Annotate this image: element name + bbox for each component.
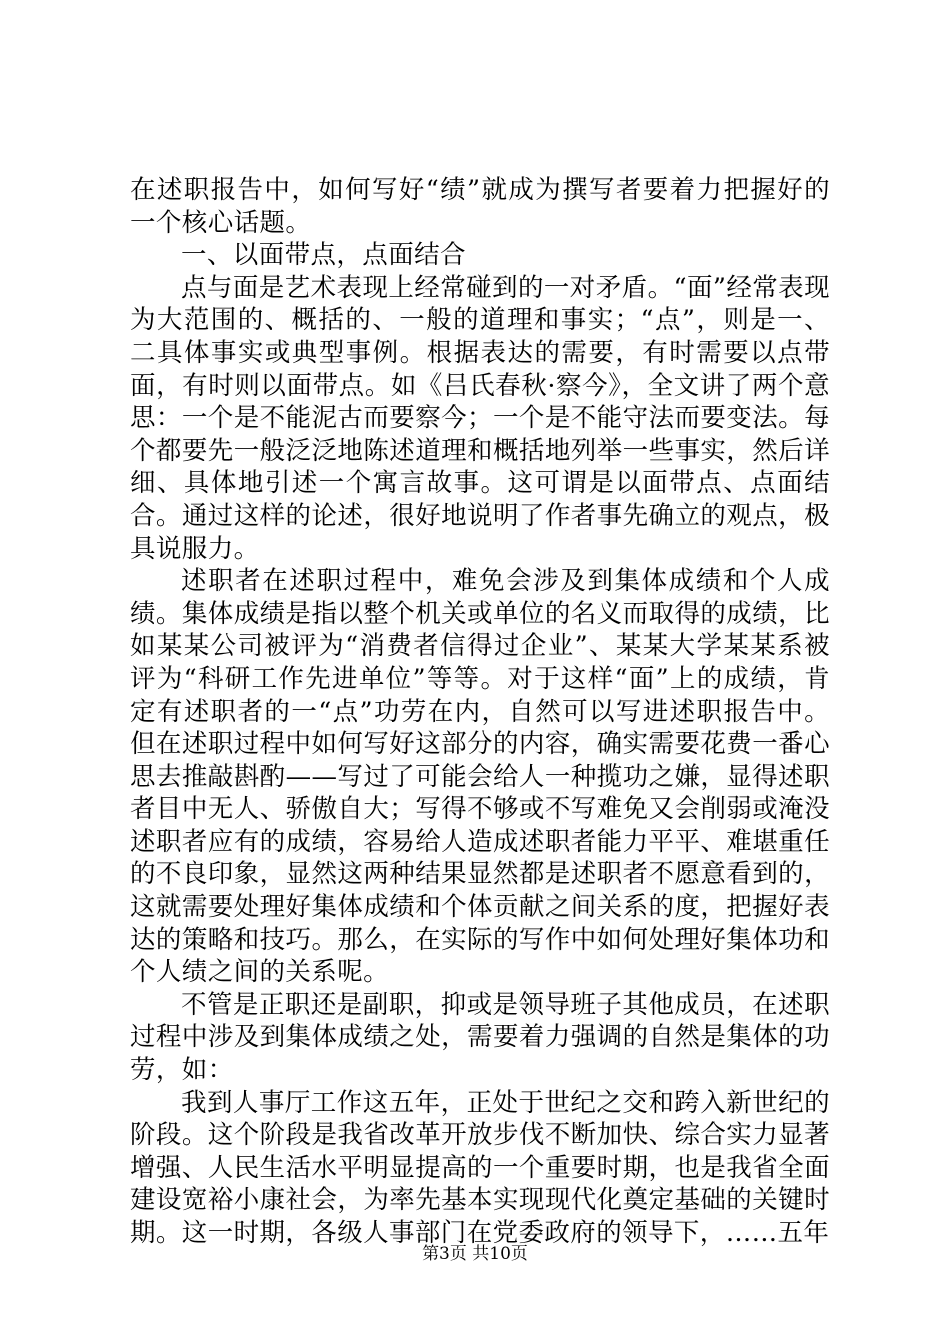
paragraph-3: 点与面是艺术表现上经常碰到的一对矛盾。“面”经常表现为大范围的、概括的、一般的道理和事实；“点”，则是一、二具体事实或典型事例。根据表达的需要，有时需要以点带面，有时则以面带点。如《吕氏春秋·察今》，全文讲了两个意思：一个是不能泥古而要察今；一个是不能守法而要变法。每个都要先一般泛泛地陈述道理和概括地列举一些事实，然后详细、具体地引述一个寓言故事。这可谓是以面带点、点面结合。通过这样的论述，很好地说明了作者事先确立的观点，极具说服力。 [130, 272, 830, 564]
paragraph-1: 在述职报告中，如何写好“绩”就成为撰写者要着力把握好的一个核心话题。 [130, 175, 830, 238]
paragraph-4: 述职者在述职过程中，难免会涉及到集体成绩和个人成绩。集体成绩是指以整个机关或单位的名义而取得的成绩，比如某某公司被评为“消费者信得过企业”、某某大学某某系被评为“科研工作先进单位”等等。对于这样“面”上的成绩，肯定有述职者的一“点”功劳在内，自然可以写进述职报告中。但在述职过程中如何写好这部分的内容，确实需要花费一番心思去推敲斟酌——写过了可能会给人一种揽功之嫌，显得述职者目中无人、骄傲自大；写得不够或不写难免又会削弱或淹没述职者应有的成绩，容易给人造成述职者能力平平、难堪重任的不良印象，显然这两种结果显然都是述职者不愿意看到的，这就需要处理好集体成绩和个体贡献之间关系的度，把握好表达的策略和技巧。那么，在实际的写作中如何处理好集体功和个人绩之间的关系呢。 [130, 566, 830, 988]
page-footer [0, 1243, 950, 1265]
paragraph-6: 我到人事厅工作这五年，正处于世纪之交和跨入新世纪的阶段。这个阶段是我省改革开放步伐不断加快、综合实力显著增强、人民生活水平明显提高的一个重要时期，也是我省全面建设宽裕小康社会，为率先基本实现现代化奠定基础的关键时期。这一时期，各级人事部门在党委政府的领导下，……五年 [130, 1087, 830, 1248]
page-number-label: 第3页 共10页 [422, 1244, 528, 1264]
document-body [130, 174, 830, 1250]
section-heading: 一、以面带点，点面结合 [181, 240, 466, 271]
paragraph-5: 不管是正职还是副职，抑或是领导班子其他成员，在述职过程中涉及到集体成绩之处，需要着力强调的自然是集体的功劳，如： [130, 989, 830, 1086]
